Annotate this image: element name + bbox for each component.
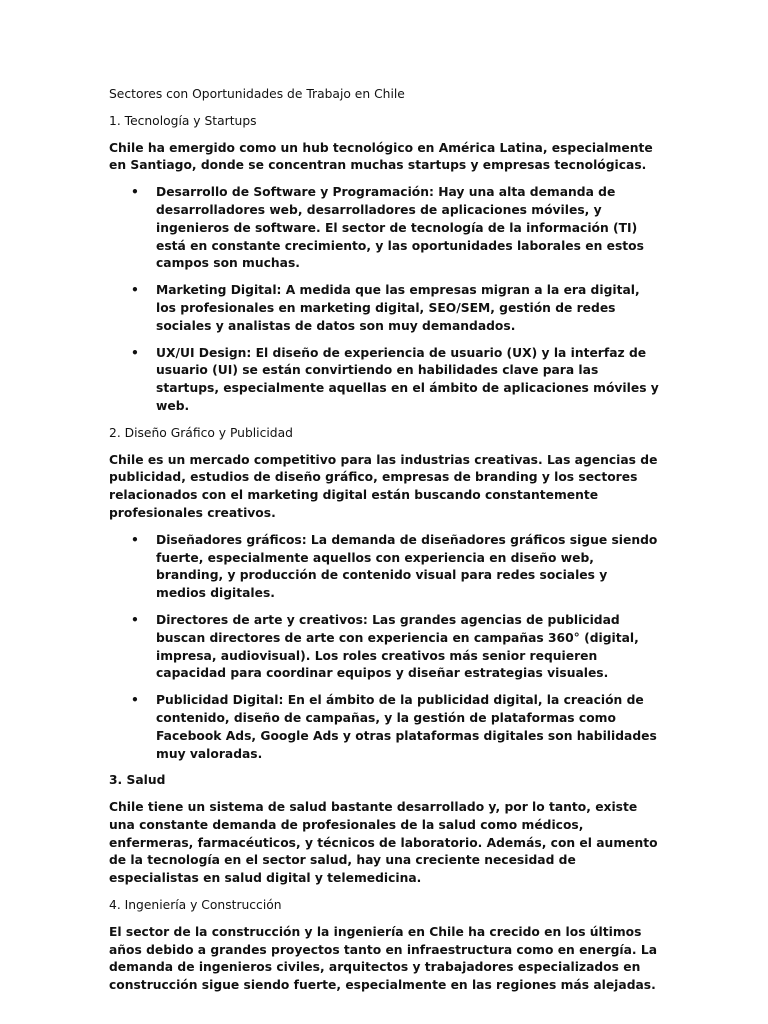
section-heading-tecnologia: 1. Tecnología y Startups (109, 113, 257, 128)
bullet-icon: • (131, 283, 139, 298)
section-heading-ingenieria: 4. Ingeniería y Construcción (109, 898, 282, 913)
list-item (109, 345, 661, 416)
document-title: Sectores con Oportunidades de Trabajo en Chile (109, 87, 405, 101)
bullet-list-tecnologia (109, 184, 661, 416)
section-intro-diseno: Chile es un mercado competitivo para las industrias creativas. Las agencias de publicidad, estudios de diseño gráfico, empresas de branding y los sectores relacionados con el marketing digital están buscando constantemente profesionales creativos. (109, 452, 658, 520)
list-item-text: Desarrollo de Software y Programación: Hay una alta demanda de desarrolladores web, desarrolladores de aplicaciones móviles, y ingenieros de software. El sector de tecnología de la información (TI) está en constante crecimiento, y las oportunidades laborales en estos campos son muchas. (156, 185, 644, 271)
list-item-text: Publicidad Digital: En el ámbito de la publicidad digital, la creación de contenido, diseño de campañas, y la gestión de plataformas como Facebook Ads, Google Ads y otras plataformas digitales son habilidades muy valoradas. (156, 693, 657, 761)
bullet-icon: • (131, 532, 139, 547)
list-item (109, 612, 661, 683)
bullet-list-diseno (109, 532, 661, 764)
section-intro-salud: Chile tiene un sistema de salud bastante desarrollado y, por lo tanto, existe una constante demanda de profesionales de la salud como médicos, enfermeras, farmacéuticos, y técnicos de laboratorio. Además, con el aumento de la tecnología en el sector salud, hay una creciente necesidad de especialistas en salud digital y telemedicina. (109, 800, 658, 886)
bullet-icon: • (131, 345, 139, 360)
list-item-text: Diseñadores gráficos: La demanda de diseñadores gráficos sigue siendo fuerte, especialmente aquellos con experiencia en diseño web, branding, y producción de contenido visual para redes sociales y medios digitales. (156, 532, 658, 601)
list-item-text: Directores de arte y creativos: Las grandes agencias de publicidad buscan directores de arte con experiencia en campañas 360° (digital, impresa, audiovisual). Los roles creativos más senior requieren capacidad para coordinar equipos y diseñar estrategias visuales. (156, 612, 639, 681)
document-page (109, 86, 661, 1004)
bullet-icon: • (131, 612, 139, 627)
section-intro-tecnologia: Chile ha emergido como un hub tecnológico en América Latina, especialmente en Santiago, donde se concentran muchas startups y empresas tecnológicas. (109, 140, 653, 173)
list-item (109, 282, 661, 335)
bullet-icon: • (131, 693, 139, 708)
section-heading-salud: 3. Salud (109, 773, 166, 788)
list-item (109, 184, 661, 273)
list-item-text: Marketing Digital: A medida que las empresas migran a la era digital, los profesionales en marketing digital, SEO/SEM, gestión de redes sociales y analistas de datos son muy demandados. (156, 283, 640, 333)
section-intro-ingenieria: El sector de la construcción y la ingeniería en Chile ha crecido en los últimos años debido a grandes proyectos tanto en infraestructura como en energía. La demanda de ingenieros civiles, arquitectos y trabajadores especializados en construcción sigue siendo fuerte, especialmente en las regiones más alejadas. (109, 924, 657, 993)
list-item (109, 692, 661, 763)
section-heading-diseno: 2. Diseño Gráfico y Publicidad (109, 425, 293, 440)
list-item (109, 532, 661, 603)
list-item-text: UX/UI Design: El diseño de experiencia de usuario (UX) y la interfaz de usuario (UI) se están convirtiendo en habilidades clave para las startups, especialmente aquellas en el ámbito de aplicaciones móviles y web. (156, 345, 659, 413)
bullet-icon: • (131, 185, 139, 200)
